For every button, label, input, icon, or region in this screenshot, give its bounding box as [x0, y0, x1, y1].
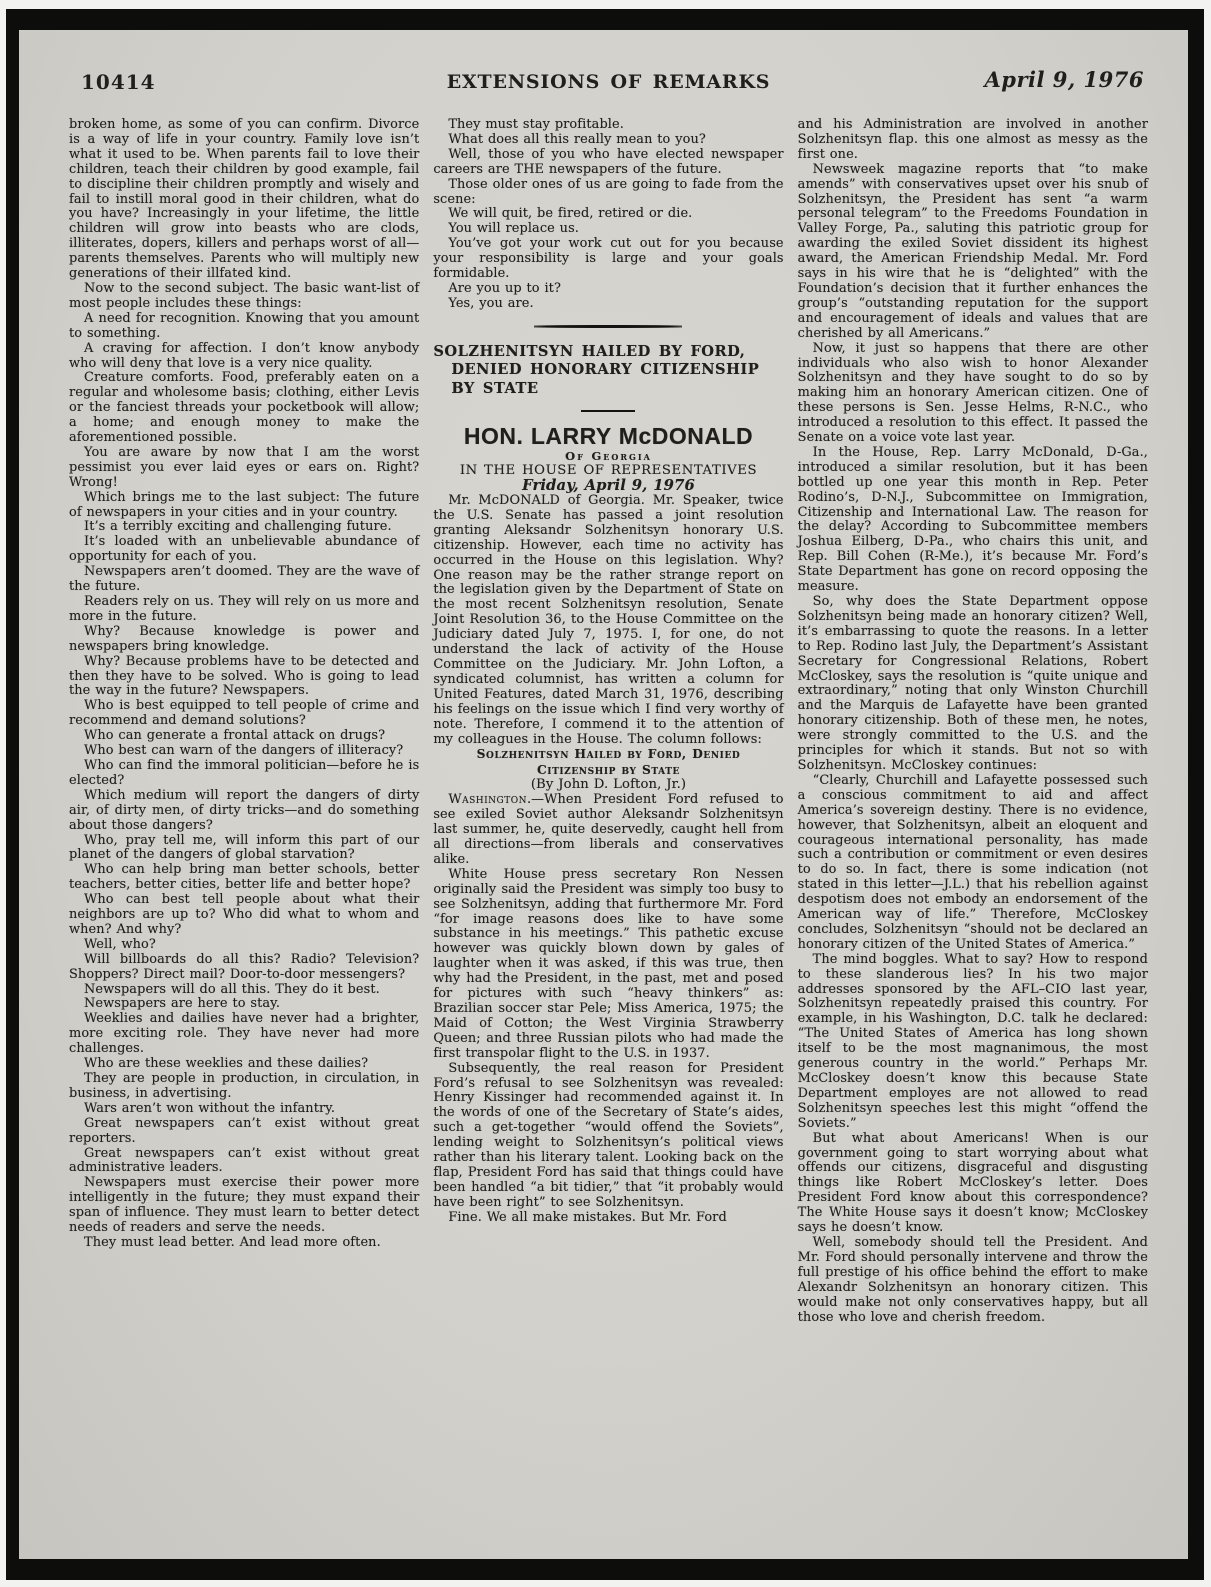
paragraph: Newspapers will do all this. They do it best. — [84, 981, 380, 997]
paragraph: Newspapers must exercise their power more intelligently in the future; they must expand their span of influence. They must learn to better detect needs of readers and serve the needs. — [69, 1175, 420, 1236]
paragraph: Who can generate a frontal attack on drugs? — [84, 728, 386, 744]
paragraph: A need for recognition. Knowing that you amount to something. — [69, 310, 420, 341]
paragraph: Well, somebody should tell the President. And Mr. Ford should personally intervene and throw the full prestige of his office behind the effort to make Alexandr Solzhenitsyn an honorary citizen. This would make not only conservatives happy, but all those who love and cherish freedom. — [797, 1234, 1148, 1325]
column-1 — [69, 118, 419, 1325]
paragraph: It’s loaded with an unbelievable abundance of opportunity for each of you. — [69, 534, 420, 565]
paragraph: In the House, Rep. Larry McDonald, D-Ga., introduced a similar resolution, but it has been bottled up one year this month in Rep. Peter Rodino’s, D-N.J., Subcommittee on Immigration, Citizenship and International Law. The reason for the delay? According to Subcommittee members Joshua Eilberg, D-Pa., who chairs this unit, and Rep. Bill Cohen (R-Me.), it’s because Mr. Ford’s State Department has gone on record opposing the measure. — [797, 444, 1148, 595]
paragraph: So, why does the State Department oppose Solzhenitsyn being made an honorary citizen? Well, it’s embarrassing to quote the reasons. In a letter to Rep. Rodino last July, the Department’s Assistant Secretary for Congressional Relations, Robert McCloskey, says the resolution is “quite unique and extraordinary,” noting that only Winston Churchill and the Marquis de Lafayette have been granted honorary citizenship. Both of these men, he notes, were strongly committed to the U.S. and the principles for which it stands. But not so with Solzhenitsyn. McCloskey continues: — [797, 594, 1148, 773]
paragraph: You will replace us. — [448, 221, 579, 237]
paragraph: Who, pray tell me, will inform this part of our planet of the dangers of global starvation? — [69, 832, 420, 863]
paragraph: Readers rely on us. They will rely on us more and more in the future. — [69, 594, 420, 624]
paragraph: Well, who? — [84, 936, 156, 952]
paragraph: Now, it just so happens that there are other individuals who also wish to honor Alexander Solzhenitsyn and they have sought to do so by making him an honorary American citizen. One of these persons is Sen. Jesse Helms, R-N.C., who introduced a resolution to this effect. It passed the Senate on a voice vote last year. — [797, 340, 1148, 446]
article-title: SOLZHENITSYN HAILED BY FORD, DENIED HONORARY CITIZENSHIP BY STATE — [433, 342, 760, 397]
paragraph: White House press secretary Ron Nessen originally said the President was simply too busy to see Solzhenitsyn, adding that furthermore Mr. Ford “for image reasons does like to have some substance in his meetings.” This pathetic excuse however was quickly blown down by gales of laughter when it was asked, if this was true, then why had the President, in the past, met and posed for pictures with such “heavy thinkers” as: Brazilian soccer star Pele; Miss America, 1975; the Maid of Cotton; the West Virginia Strawberry Queen; and three Russian pilots who had made the first transpolar flight to the U.S. in 1937. — [433, 866, 784, 1061]
record-page — [19, 30, 1188, 1559]
smallcaps-lead: Washington — [448, 792, 527, 808]
paragraph: Who is best equipped to tell people of crime and recommend and demand solutions? — [69, 698, 420, 729]
paragraph: Those older ones of us are going to fade from the scene: — [433, 176, 784, 207]
paragraph: Weeklies and dailies have never had a brighter, more exciting role. They have never had more challenges. — [69, 1011, 420, 1057]
paragraph: We will quit, be fired, retired or die. — [448, 206, 693, 222]
paragraph: “Clearly, Churchill and Lafayette possessed such a conscious commitment to aid and affect America’s sovereign destiny. There is no evidence, however, that Solzhenitsyn, albeit an eloquent and courageous international personality, has made such a contribution or commitment or even desires to do so. In fact, there is some indication (not stated in this letter—J.L.) that his rebellion against despotism does not embody an endorsement of the American way of life.” Therefore, McCloskey concludes, Solzhenitsyn “should not be declared an honorary citizen of the United States of America.” — [797, 772, 1148, 952]
paragraph: Great newspapers can’t exist without great administrative leaders. — [69, 1145, 420, 1176]
paragraph: Wars aren’t won without the infantry. — [84, 1100, 336, 1116]
paragraph: A craving for affection. I don’t know anybody who will deny that love is a very nice quality. — [69, 340, 420, 371]
paragraph: Yes, you are. — [448, 295, 534, 311]
paragraph: Subsequently, the real reason for President Ford’s refusal to see Solzhenitsyn was revealed: Henry Kissinger had recommended against it. In the words of one of the Secretary of State’s aides, such a get-together “would offend the Soviets”, lending weight to Solzhenitsyn’s political views rather than his literary talent. Looking back on the flap, President Ford has said that things could have been handled “a bit tidier,” that “it probably would have been right” to see Solzhenitsyn. — [433, 1060, 784, 1210]
paragraph: Newspapers aren’t doomed. They are the wave of the future. — [69, 564, 420, 595]
paragraph: Washington.—When President Ford refused to see exiled Soviet author Aleksandr Solzhenitsyn last summer, he, quite deservedly, caught hell from all directions—from liberals and conservatives alike. — [433, 792, 784, 867]
page-date: April 9, 1976 — [984, 67, 1144, 92]
paragraph: It’s a terribly exciting and challenging future. — [84, 519, 392, 535]
paragraph: Mr. McDONALD of Georgia. Mr. Speaker, twice the U.S. Senate has passed a joint resolution granting Aleksandr Solzhenitsyn honorary U.S. citizenship. However, each time no activity has occurred in the House on this legislation. Why? One reason may be the rather strange report on the legislation given by the Department of State on the most recent Solzhenitsyn resolution, Senate Joint Resolution 36, to the House Committee on the Judiciary dated July 7, 1975. I, for one, do not understand the lack of activity of the House Committee on the Judiciary. Mr. John Lofton, a syndicated columnist, has written a column for United Features, dated March 31, 1976, describing his feelings on the issue which I find very worthy of note. Therefore, I commend it to the attention of my colleagues in the House. The column follows: — [433, 493, 784, 747]
paragraph: Who are these weeklies and these dailies? — [84, 1056, 369, 1072]
page-header — [69, 64, 1148, 106]
paragraph: Fine. We all make mistakes. But Mr. Ford — [448, 1209, 727, 1225]
paragraph: Which medium will report the dangers of dirty air, of dirty men, of dirty tricks—and do something about those dangers? — [69, 787, 420, 833]
paragraph: Are you up to it? — [448, 280, 561, 296]
paragraph: You’ve got your work cut out for you because your responsibility is large and your goals formidable. — [433, 236, 784, 282]
speaker-state: Of Georgia — [565, 449, 652, 464]
paragraph-continuation: broken home, as some of you can confirm. Divorce is a way of life in your country. Family love isn’t what it used to be. When parents fail to love their children, teach their children by good example, fail to discipline their children promptly and wisely and fail to instill moral good in their children, what do you have? Increasingly in your lifetime, the little children will grow into beasts who are clods, illiterates, dopers, killers and perhaps worst of all—parents themselves. Parents who will multiply new generations of their illfated kind. — [69, 117, 420, 282]
paragraph: But what about Americans! When is our government going to start worrying about what offends our citizens, disgraceful and disgusting things like Robert McCloskey’s letter. Does President Ford know about this correspondence? The White House says it doesn’t know; McCloskey says he doesn’t know. — [797, 1130, 1148, 1236]
chamber-line: IN THE HOUSE OF REPRESENTATIVES — [459, 463, 758, 479]
paragraph: Why? Because knowledge is power and newspapers bring knowledge. — [69, 623, 420, 654]
paragraph: Newspapers are here to stay. — [84, 996, 281, 1012]
paragraph: They must stay profitable. — [448, 117, 624, 132]
paragraph: Newsweek magazine reports that “to make amends” with conservatives upset over his snub of Solzhenitsyn, the President has sent “a warm personal telegram” to the Freedoms Foundation in Valley Forge, Pa., saluting this patriotic group for awarding the exiled Soviet dissident its highest award, the American Friendship Medal. Mr. Ford says in his wire that he is “delighted” with the Foundation’s decision that it further enhances the group’s “outstanding reputation for the support and encouragement of ideals and values that are cherished by all Americans.” — [797, 161, 1148, 341]
paragraph: They are people in production, in circulation, in business, in advertising. — [69, 1071, 420, 1101]
paragraph: Why? Because problems have to be detected and then they have to be solved. Who is going to lead the way in the future? Newspapers. — [69, 653, 420, 699]
scan-border — [6, 9, 1204, 1580]
paragraph: Who can find the immoral politician—before he is elected? — [69, 757, 420, 788]
paragraph: Which brings me to the last subject: The future of newspapers in your cities and in your country. — [69, 489, 420, 520]
paragraph-continuation: and his Administration are involved in another Solzhenitsyn flap. this one almost as messy as the first one. — [797, 117, 1148, 162]
paragraph: Who can best tell people about what their neighbors are up to? Who did what to whom and when? And why? — [69, 892, 420, 937]
paragraph: Creature comforts. Food, preferably eaten on a regular and wholesome basis; clothing, either Levis or the fanciest threads your pocketbook will allow; a home; and enough money to make the aforementioned possible. — [69, 370, 420, 446]
column-3 — [798, 118, 1148, 1325]
column-subhead: Solzhenitsyn Hailed by Ford, Denied Citizenship by State — [476, 747, 741, 777]
paragraph: What does all this really mean to you? — [448, 131, 706, 147]
paragraph: Great newspapers can’t exist without great reporters. — [69, 1115, 420, 1146]
byline: (By John D. Lofton, Jr.) — [530, 777, 687, 793]
paragraph: Who best can warn of the dangers of illiteracy? — [84, 743, 404, 759]
paragraph: Who can help bring man better schools, better teachers, better cities, better life and better hope? — [69, 862, 420, 893]
section-divider — [534, 325, 682, 328]
speaker-name: HON. LARRY MᴄDONALD — [463, 423, 754, 450]
paragraph: Will billboards do all this? Radio? Television? Shoppers? Direct mail? Door-to-door messengers? — [69, 951, 420, 982]
text-columns — [69, 118, 1148, 1325]
session-date: Friday, April 9, 1976 — [522, 477, 695, 495]
page-title: EXTENSIONS OF REMARKS — [446, 71, 771, 93]
column-2 — [433, 118, 783, 1325]
paragraph: They must lead better. And lead more often. — [84, 1234, 381, 1250]
page-number: 10414 — [81, 70, 156, 94]
paragraph: You are aware by now that I am the worst pessimist you ever laid eyes or ears on. Right? Wrong! — [69, 444, 420, 490]
paragraph: Well, those of you who have elected newspaper careers are THE newspapers of the future. — [433, 146, 784, 177]
paragraph: The mind boggles. What to say? How to respond to these slanderous lies? In his two major addresses sponsored by the AFL–CIO last year, Solzhenitsyn repeatedly praised this country. For example, in his Washington, D.C. talk he declared: “The United States of America has long shown itself to be the most magnanimous, the most generous country in the world.” Perhaps Mr. McCloskey doesn’t know this because State Department employes are not allowed to read Solzhenitsyn speeches lest this might “offend the Soviets.” — [797, 951, 1148, 1131]
paragraph: Now to the second subject. The basic want-list of most people includes these things: — [69, 280, 420, 311]
headline-divider — [581, 410, 635, 412]
